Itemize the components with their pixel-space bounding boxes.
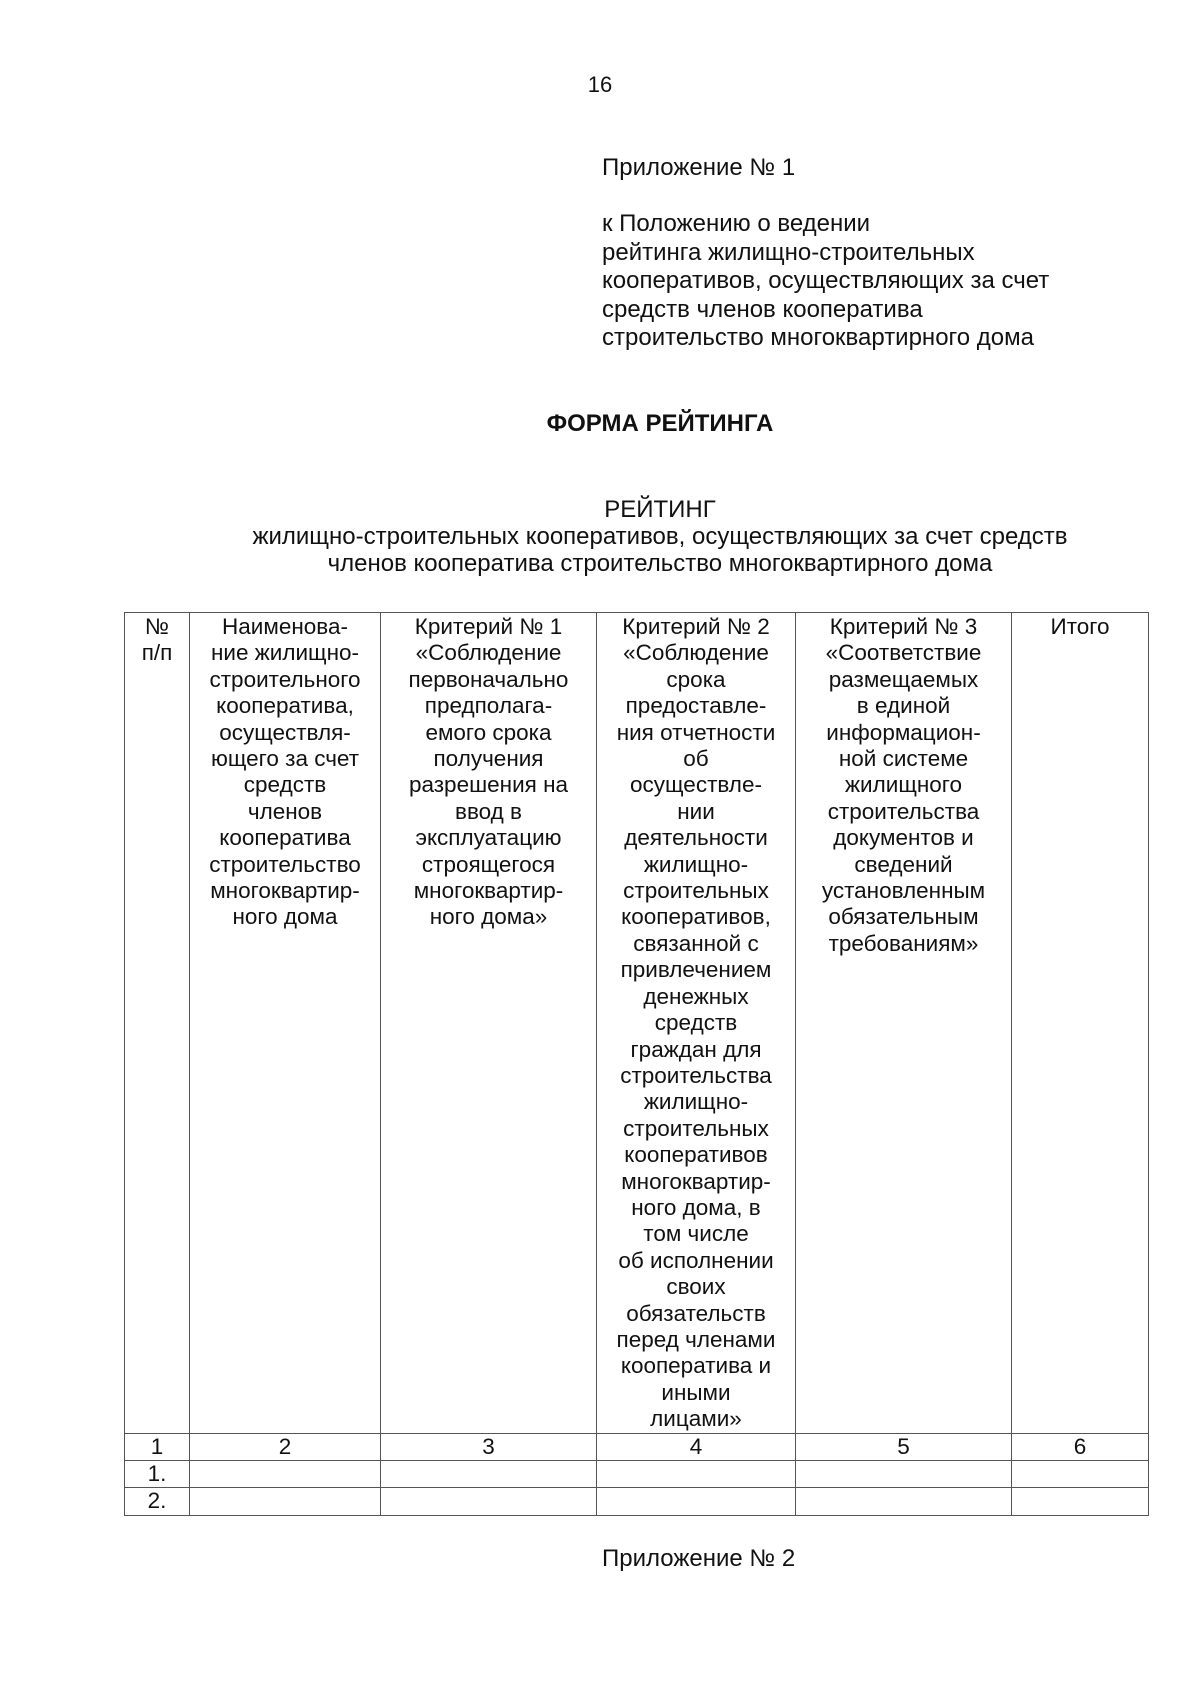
header-text-line: об исполнении	[618, 1247, 774, 1273]
table-cell	[1012, 1461, 1149, 1488]
header-text-line: кооперативов,	[621, 904, 771, 930]
header-text-line: многоквартир-	[413, 878, 564, 904]
table-row	[125, 1461, 1149, 1488]
appendix-reference-line: рейтинга жилищно-строительных	[602, 238, 975, 266]
header-text-line: кооперативов	[624, 1142, 768, 1168]
header-text-line: кооператива и	[620, 1353, 772, 1379]
table-cell	[1012, 1488, 1149, 1515]
table-cell	[597, 1488, 796, 1515]
appendix-reference-line: средств членов кооператива	[602, 295, 923, 323]
header-text-line: Наименова-	[222, 614, 348, 639]
table-header-cell	[190, 613, 381, 1434]
header-text-line: Итого	[1050, 614, 1110, 639]
header-text-line: строительство	[209, 851, 361, 877]
header-text-line: строительства	[620, 1062, 772, 1088]
header-text-line: кооператива,	[216, 693, 354, 719]
header-text-line: «Соблюдение	[623, 640, 769, 666]
header-text-line: ного дома, в	[631, 1194, 761, 1220]
table-header-cell	[1012, 613, 1149, 1434]
form-title: ФОРМА РЕЙТИНГА	[546, 410, 774, 437]
header-text-line: в единой	[856, 693, 951, 719]
appendix-reference-line: кооперативов, осуществляющих за счет	[602, 267, 1050, 294]
header-text-line: нии	[677, 798, 715, 824]
header-text-line: предоставле-	[625, 693, 767, 719]
appendix-title: Приложение № 1	[602, 154, 796, 181]
header-text-line: эксплуатацию	[415, 825, 562, 851]
header-text-line: лицами»	[650, 1406, 742, 1432]
header-text-line: ного дома	[232, 904, 338, 930]
header-text-line: получения	[433, 746, 544, 772]
table-cell	[796, 1461, 1012, 1488]
header-text-line: ния отчетности	[616, 719, 776, 745]
header-text-line: Критерий № 1	[414, 614, 563, 639]
appendix-reference-line: строительство многоквартирного дома	[602, 324, 1034, 351]
header-text-line: кооператива	[219, 825, 351, 851]
header-text-line: установленным	[821, 878, 986, 904]
header-text-line: деятельности	[624, 825, 768, 851]
header-text-line: №	[144, 614, 170, 639]
header-text-line: ние жилищно-	[210, 640, 360, 666]
header-text-line: обязательств	[626, 1300, 766, 1326]
column-number-cell: 5	[796, 1433, 1012, 1460]
row-number-cell: 2.	[125, 1488, 190, 1515]
appendix-reference	[602, 210, 1122, 353]
header-text-line: Критерий № 2	[622, 614, 770, 639]
header-text-line: жилищно-	[643, 851, 749, 877]
header-text-line: разрешения на	[408, 772, 569, 798]
table-cell	[381, 1488, 597, 1515]
column-number-cell: 1	[125, 1433, 190, 1460]
table-cell	[190, 1488, 381, 1515]
header-text-line: строительного	[209, 666, 361, 692]
header-text-line: средств	[654, 1010, 738, 1036]
table-header-cell	[597, 613, 796, 1434]
appendix-reference-line: к Положению о ведении	[602, 210, 871, 237]
header-text-line: «Соответствие	[825, 640, 982, 666]
header-text-line: требованиям»	[828, 930, 979, 956]
column-number-cell: 3	[381, 1433, 597, 1460]
header-text-line: строительства	[827, 798, 980, 824]
header-text-line: осуществля-	[219, 719, 351, 745]
header-text-line: ного дома»	[429, 904, 548, 930]
table-header-row	[125, 613, 1149, 1434]
header-text-line: жилищно-	[643, 1089, 749, 1115]
header-text-line: том числе	[643, 1221, 749, 1247]
header-text-line: обязательным	[828, 904, 979, 930]
column-number-cell: 6	[1012, 1433, 1149, 1460]
table-row	[125, 1488, 1149, 1515]
header-text-line: привлечением	[620, 957, 772, 983]
header-text-line: связанной с	[633, 930, 759, 956]
header-text-line: своих	[666, 1274, 726, 1300]
rating-subtitle-line: членов кооператива строительство многоквартирного дома	[327, 550, 993, 577]
rating-table	[124, 612, 1149, 1516]
table-header-cell	[125, 613, 190, 1434]
table-cell	[190, 1461, 381, 1488]
header-text-line: ввод в	[454, 798, 522, 824]
header-text-line: перед членами	[616, 1326, 776, 1352]
table-cell	[381, 1461, 597, 1488]
header-text-line: емого срока	[425, 719, 552, 745]
header-text-line: об	[683, 746, 709, 772]
header-text-line: граждан для	[630, 1036, 762, 1062]
header-text-line: документов и	[833, 825, 974, 851]
header-text-line: строительных	[623, 1115, 769, 1141]
table-cell	[796, 1488, 1012, 1515]
header-text-line: ющего за счет	[211, 746, 359, 772]
header-text-line: первоначально	[408, 666, 569, 692]
column-number-row	[125, 1433, 1149, 1460]
header-text-line: «Соблюдение	[415, 640, 562, 666]
header-text-line: ной системе	[838, 746, 969, 772]
header-text-line: п/п	[141, 640, 173, 666]
header-text-line: информацион-	[826, 719, 981, 745]
header-text-line: многоквартир-	[621, 1168, 771, 1194]
rating-subtitle-line: жилищно-строительных кооперативов, осуществляющих за счет средств	[252, 523, 1068, 550]
header-text-line: многоквартир-	[210, 878, 360, 904]
table-header-cell	[381, 613, 597, 1434]
header-text-line: членов	[247, 798, 323, 824]
header-text-line: сведений	[854, 851, 953, 877]
page-number: 16	[587, 72, 613, 97]
column-number-cell: 2	[190, 1433, 381, 1460]
next-appendix-title: Приложение № 2	[602, 1545, 796, 1572]
header-text-line: Критерий № 3	[829, 614, 978, 639]
column-number-cell: 4	[597, 1433, 796, 1460]
header-text-line: строительных	[623, 878, 769, 904]
header-text-line: срока	[666, 666, 726, 692]
header-text-line: осуществле-	[630, 772, 762, 798]
rating-heading	[200, 496, 1120, 577]
header-text-line: средств	[243, 772, 327, 798]
row-number-cell: 1.	[125, 1461, 190, 1488]
header-text-line: иными	[661, 1379, 731, 1405]
header-text-line: размещаемых	[828, 666, 979, 692]
header-text-line: денежных	[643, 983, 749, 1009]
table-cell	[597, 1461, 796, 1488]
table-header-cell	[796, 613, 1012, 1434]
rating-title: РЕЙТИНГ	[604, 496, 716, 523]
header-text-line: предполага-	[424, 693, 553, 719]
header-text-line: жилищного	[845, 772, 962, 798]
header-text-line: строящегося	[421, 851, 556, 877]
